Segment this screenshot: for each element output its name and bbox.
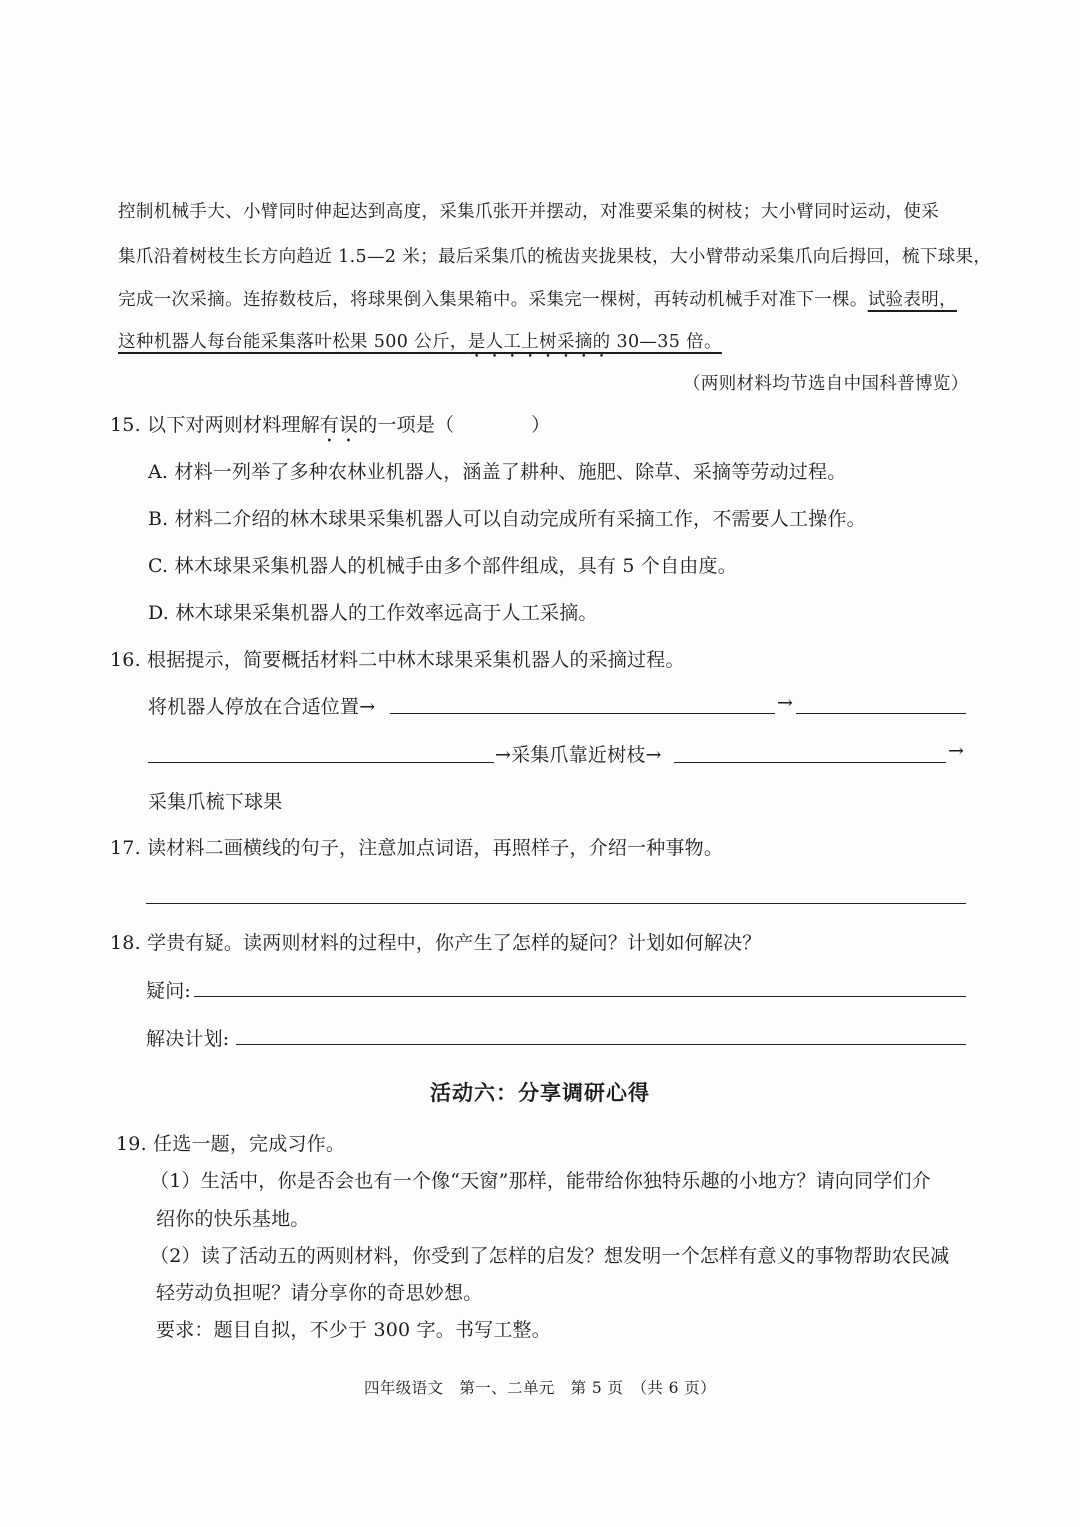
q17-answer-line[interactable] <box>146 903 966 904</box>
q16-stem: 16. 根据提示，简要概括材料二中林木球果采集机器人的采摘过程。 <box>110 649 685 671</box>
passage-line-3 <box>118 286 957 311</box>
q18-question-line[interactable] <box>194 996 966 997</box>
dotted-phrase: 是人工上树采摘的 <box>467 332 611 352</box>
q15-stem-after: 的一项是（ ） <box>358 414 551 436</box>
q19-option2-line2: 轻劳动负担呢？请分享你的奇思妙想。 <box>156 1282 483 1304</box>
q16-answer-line-1[interactable] <box>390 713 775 714</box>
q19-option1-line2: 绍你的快乐基地。 <box>156 1208 310 1230</box>
q17-stem: 17. 读材料二画横线的句子，注意加点词语，再照样子，介绍一种事物。 <box>110 837 724 859</box>
q16-answer-line-4[interactable] <box>674 762 946 763</box>
q18-plan-label: 解决计划: <box>146 1028 230 1050</box>
q18-stem: 18. 学贵有疑。读两则材料的过程中，你产生了怎样的疑问？计划如何解决？ <box>110 932 762 954</box>
q19-option2-line1: （2）读了活动五的两则材料，你受到了怎样的启发？想发明一个怎样有意义的事物帮助农民减 <box>150 1245 950 1267</box>
activity-six-title: 活动六：分享调研心得 <box>430 1080 650 1105</box>
q16-step1: 将机器人停放在合适位置→ <box>148 696 376 718</box>
q15-option-c: C. 林木球果采集机器人的机械手由多个部件组成，具有 5 个自由度。 <box>148 555 737 577</box>
q15-option-d: D. 林木球果采集机器人的工作效率远高于人工采摘。 <box>148 602 598 624</box>
underlined-sentence-part1: 这种机器人每台能采集落叶松果 500 公斤， <box>118 332 468 352</box>
passage-line-2: 集爪沿着树枝生长方向趋近 1.5—2 米；最后采集爪的梳齿夹拢果枝，大小臂带动采集爪向后拇回，梳下球果， <box>118 247 992 267</box>
q18-plan-line[interactable] <box>236 1044 966 1045</box>
q15-option-a: A. 材料一列举了多种农林业机器人，涵盖了耕种、施肥、除草、采摘等劳动过程。 <box>148 461 847 483</box>
q16-arrow-2: → <box>948 740 965 762</box>
q16-step-last: 采集爪梳下球果 <box>148 791 283 813</box>
page-footer: 四年级语文 第一、二单元 第 5 页 （共 6 页） <box>363 1379 717 1397</box>
q18-question-label: 疑问: <box>146 980 192 1002</box>
underlined-sentence-part2: 30—35 倍。 <box>610 332 722 352</box>
q16-arrow-1: → <box>777 692 794 714</box>
q19-option1-line1: （1）生活中，你是否会也有一个像“天窗”那样，能带给你独特乐趣的小地方？请向同学们介 <box>150 1170 931 1192</box>
q19-stem: 19. 任选一题，完成习作。 <box>116 1133 346 1155</box>
passage-line-3-text: 完成一次采摘。连拵数枝后，将球果倒入集果箱中。采集完一棵树，再转动机械手对准下一棵。 <box>118 290 868 310</box>
q15-stem <box>110 410 550 447</box>
passage-source: （两则材料均节选自中国科普博览） <box>683 374 969 394</box>
q16-answer-line-2[interactable] <box>796 713 966 714</box>
passage-line-1: 控制机械手大、小臂同时伸起达到高度，采集爪张开并摆动，对准要采集的树枝；大小臂同时运动，使采 <box>118 202 940 222</box>
q19-requirement: 要求：题目自拟，不少于 300 字。书写工整。 <box>156 1319 551 1341</box>
q15-option-b: B. 材料二介绍的林木球果采集机器人可以自动完成所有采摘工作，不需要人工操作。 <box>148 508 866 530</box>
q16-answer-line-3[interactable] <box>148 762 494 763</box>
passage-line-4-underlined <box>118 328 722 362</box>
q15-stem-before: 15. 以下对两则材料理解 <box>110 414 320 436</box>
q16-step3: →采集爪靠近树枝→ <box>495 744 662 766</box>
underlined-sentence-start: 试验表明， <box>867 290 957 310</box>
q15-dotted-word: 有误 <box>319 414 359 436</box>
